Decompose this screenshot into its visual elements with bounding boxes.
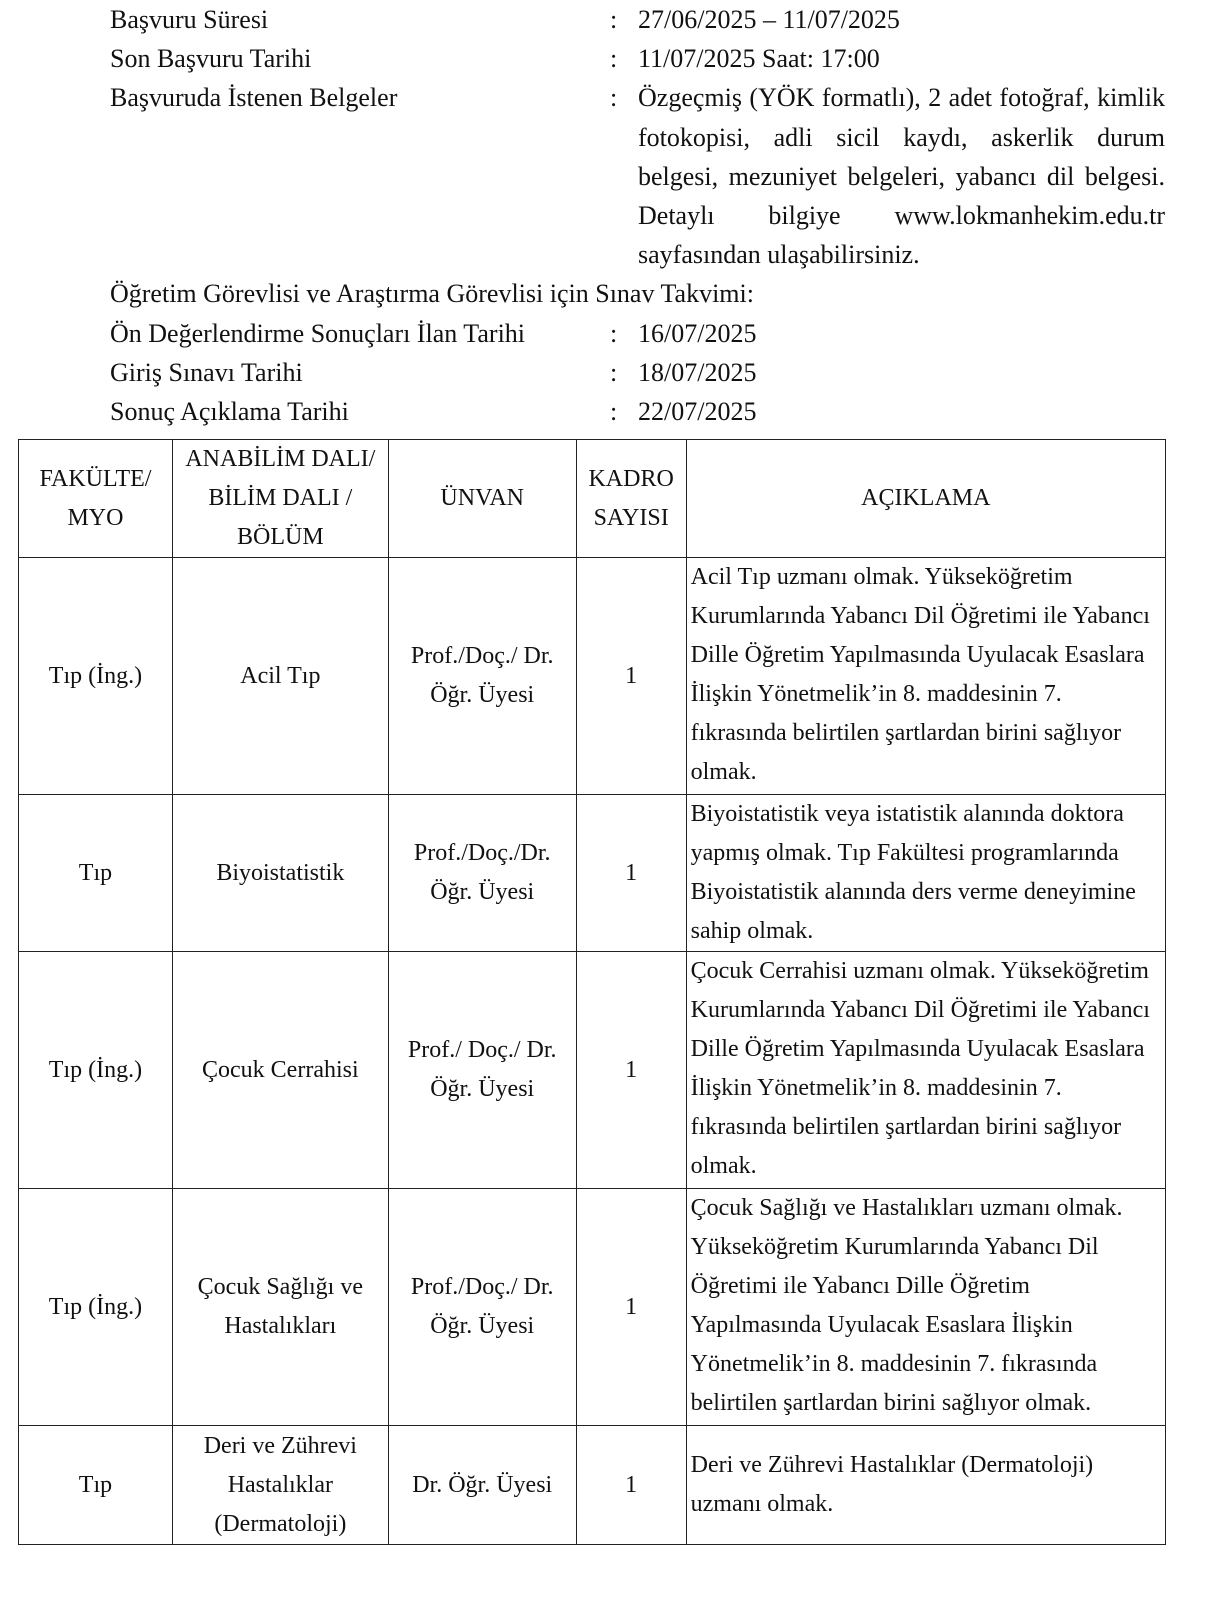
- title-cell: Prof./Doç./Dr. Öğr. Üyesi: [388, 795, 576, 952]
- faculty-cell: Tıp (İng.): [19, 558, 173, 795]
- colon: :: [610, 318, 618, 348]
- title-cell: Prof./Doç./ Dr. Öğr. Üyesi: [388, 558, 576, 795]
- info-value: 27/06/2025 – 11/07/2025: [638, 5, 900, 34]
- info-row-deadline: [110, 39, 1165, 78]
- count-cell: 1: [576, 952, 686, 1189]
- faculty-cell: Tıp (İng.): [19, 952, 173, 1189]
- description-cell: Biyoistatistik veya istatistik alanında doktora yapmış olmak. Tıp Fakültesi programlarında Biyoistatistik alanında ders verme deneyimine sahip olmak.: [686, 795, 1165, 952]
- faculty-cell: Tıp (İng.): [19, 1189, 173, 1426]
- department-cell: Deri ve Zührevi Hastalıklar (Dermatoloji): [172, 1426, 388, 1545]
- header-faculty: FAKÜLTE/ MYO: [19, 440, 173, 558]
- colon: :: [610, 397, 618, 427]
- count-cell: 1: [576, 1426, 686, 1545]
- table-row: [19, 952, 1166, 1189]
- exam-label: Giriş Sınavı Tarihi: [110, 357, 303, 387]
- info-value: 11/07/2025 Saat: 17:00: [638, 44, 880, 74]
- exam-row: [110, 314, 1165, 353]
- title-cell: Prof./ Doç./ Dr. Öğr. Üyesi: [388, 952, 576, 1189]
- header-department: ANABİLİM DALI/ BİLİM DALI / BÖLÜM: [172, 440, 388, 558]
- exam-label: Sonuç Açıklama Tarihi: [110, 397, 349, 427]
- colon: :: [610, 83, 618, 113]
- exam-value: 16/07/2025: [638, 318, 757, 348]
- department-cell: Acil Tıp: [172, 558, 388, 795]
- count-cell: 1: [576, 558, 686, 795]
- count-cell: 1: [576, 795, 686, 952]
- description-cell: Çocuk Sağlığı ve Hastalıkları uzmanı olmak. Yükseköğretim Kurumlarında Yabancı Dil Öğretimi ile Yabancı Dille Öğretim Yapılmasında Uyulacak Esaslara İlişkin Yönetmelik’in 8. maddesinin 7. fıkrasında belirtilen şartlardan birini sağlıyor olmak.: [686, 1189, 1165, 1426]
- colon: :: [610, 44, 618, 74]
- title-cell: Prof./Doç./ Dr. Öğr. Üyesi: [388, 1189, 576, 1426]
- table-row: [19, 558, 1166, 795]
- exam-row: [110, 353, 1165, 392]
- info-label: Son Başvuru Tarihi: [110, 44, 312, 74]
- positions-table: [18, 439, 1166, 1545]
- table-row: [19, 795, 1166, 952]
- exam-value: 18/07/2025: [638, 357, 757, 387]
- header-count: KADRO SAYISI: [576, 440, 686, 558]
- exam-row: [110, 392, 1165, 431]
- department-cell: Çocuk Cerrahisi: [172, 952, 388, 1189]
- info-label: Başvuruda İstenen Belgeler: [110, 83, 398, 113]
- department-cell: Çocuk Sağlığı ve Hastalıkları: [172, 1189, 388, 1426]
- info-value: Özgeçmiş (YÖK formatlı), 2 adet fotoğraf, kimlik fotokopisi, adli sicil kaydı, askerlik durum belgesi, mezuniyet belgeleri, yabancı dil belgesi. Detaylı bilgiye www.lokmanhekim.edu.tr sayfasından ulaşabilirsiniz.: [638, 83, 1165, 270]
- header-description: AÇIKLAMA: [686, 440, 1165, 558]
- description-cell: Çocuk Cerrahisi uzmanı olmak. Yükseköğretim Kurumlarında Yabancı Dil Öğretimi ile Yabancı Dille Öğretim Yapılmasında Uyulacak Esaslara İlişkin Yönetmelik’in 8. maddesinin 7. fıkrasında belirtilen şartlardan birini sağlıyor olmak.: [686, 952, 1165, 1189]
- faculty-cell: Tıp: [19, 1426, 173, 1545]
- description-cell: Deri ve Zührevi Hastalıklar (Dermatoloji) uzmanı olmak.: [686, 1426, 1165, 1545]
- table-header-row: [19, 440, 1166, 558]
- table-row: [19, 1426, 1166, 1545]
- info-label: Başvuru Süresi: [110, 5, 269, 34]
- faculty-cell: Tıp: [19, 795, 173, 952]
- department-cell: Biyoistatistik: [172, 795, 388, 952]
- exam-value: 22/07/2025: [638, 397, 757, 427]
- colon: :: [610, 357, 618, 387]
- application-info: [110, 0, 1165, 431]
- exam-heading: Öğretim Görevlisi ve Araştırma Görevlisi için Sınav Takvimi:: [110, 279, 754, 309]
- exam-label: Ön Değerlendirme Sonuçları İlan Tarihi: [110, 318, 526, 348]
- table-row: [19, 1189, 1166, 1426]
- title-cell: Dr. Öğr. Üyesi: [388, 1426, 576, 1545]
- description-cell: Acil Tıp uzmanı olmak. Yükseköğretim Kurumlarında Yabancı Dil Öğretimi ile Yabancı Dille Öğretim Yapılmasında Uyulacak Esaslara İlişkin Yönetmelik’in 8. maddesinin 7. fıkrasında belirtilen şartlardan birini sağlıyor olmak.: [686, 558, 1165, 795]
- header-title: ÜNVAN: [388, 440, 576, 558]
- info-row-period: [110, 0, 1165, 39]
- info-row-documents: [110, 78, 1165, 274]
- count-cell: 1: [576, 1189, 686, 1426]
- colon: :: [610, 5, 618, 34]
